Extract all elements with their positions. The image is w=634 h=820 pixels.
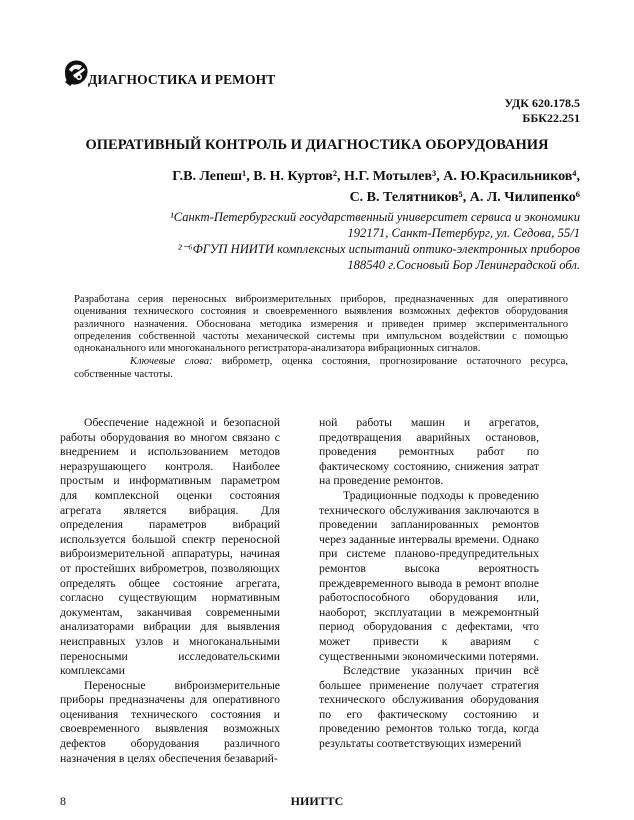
- page-number: 8: [60, 794, 66, 808]
- body-paragraph: Вследствие указанных причин всё большее применение получает стратегия технического обслуживания оборудования по его фактическому состоянию и проведению ремонтов только тогда, когда результаты соответствующих измерений: [319, 664, 539, 751]
- abstract-text: Разработана серия переносных виброизмерительных приборов, предназначенных для оперативного оценивания технического состояния и своевременного выявления возможных дефектов оборудования различного назначения. Обоснована методика измерения и приведен пример экспериментального определения собственной частоты механической системы при импульсном воздействии с помощью одноканального или многоканального регистратора-анализатора вибрационных сигналов.: [74, 294, 568, 355]
- body-paragraph: Традиционные подходы к проведению технического обслуживания заключаются в проведении запланированных ремонтов через заданные интервалы времени. Однако при системе планово-предупредительных ремонтов высока вероятность преждевременного вывода в ремонт вполне работоспособного оборудования или, наоборот, эксплуатации в межремонтный период оборудования с дефектами, что может привести к авариям с существенными экономическими потерями.: [319, 488, 539, 663]
- affiliation-line-2: 192171, Санкт-Петербург, ул. Седова, 55/1: [347, 226, 580, 240]
- body-paragraph: Переносные виброизмерительные приборы предназначены для оперативного оценивания технического состояния и своевременного выявления возможных дефектов оборудования различного назначения в целях обеспечения безаварий-: [60, 678, 280, 765]
- keywords: [74, 356, 568, 381]
- affiliation-line-4: 188540 г.Сосновый Бор Ленинградской обл.: [347, 258, 580, 272]
- journal-section-title: ДИАГНОСТИКА И РЕМОНТ: [88, 72, 276, 87]
- article-title: ОПЕРАТИВНЫЙ КОНТРОЛЬ И ДИАГНОСТИКА ОБОРУДОВАНИЯ: [85, 137, 549, 153]
- bbk-code: ББК22.251: [522, 111, 580, 125]
- keywords-text: виброметр, оценка состояния, прогнозирование остаточного ресурса, собственные частоты.: [74, 356, 568, 380]
- affiliation-line-1: ¹Санкт-Петербургский государственный университет сервиса и экономики: [170, 210, 580, 224]
- authors-line-2: С. В. Телятников⁵, А. Л. Чилипенко⁶: [349, 190, 580, 205]
- body-paragraph: ной работы машин и агрегатов, предотвращения аварийных остановов, проведения ремонтных работ по фактическому состоянию, снижения затрат на проведение ремонтов.: [319, 416, 539, 488]
- udk-code: УДК 620.178.5: [504, 96, 580, 110]
- footer-publisher: НИИТТС: [290, 794, 344, 808]
- affiliations-block: [170, 209, 580, 273]
- authors-line-1: Г.В. Лепеш¹, В. Н. Куртов², Н.Г. Мотылев³, А. Ю.Красильников⁴,: [172, 169, 580, 184]
- keywords-label: Ключевые слова:: [130, 356, 213, 368]
- gear-wrench-logo-icon: [62, 58, 90, 88]
- body-column-right: [319, 416, 539, 752]
- abstract: [74, 294, 568, 381]
- classification-codes: [504, 96, 580, 126]
- body-paragraph: Обеспечение надежной и безопасной работы оборудования во многом связано с внедрением и использованием методов неразрушающего контроля. Наиболее простым и информативным параметром для комплексной оценки состояния агрегата является вибрация. Для определения параметров вибраций используется большой спектр переносной виброизмерительной аппаратуры, начиная от простейших виброметров, позволяющих определять общее состояние агрегата, согласно существующим нормативным документам, заканчивая современными анализаторами вибрации для выявления неисправных узлов и многоканальными переносными исследовательскими комплексами: [60, 416, 280, 678]
- body-column-left: [60, 416, 280, 766]
- affiliation-line-3: ²⁻⁶ФГУП НИИТИ комплексных испытаний оптико-электронных приборов: [177, 242, 580, 256]
- authors-block: [172, 166, 580, 208]
